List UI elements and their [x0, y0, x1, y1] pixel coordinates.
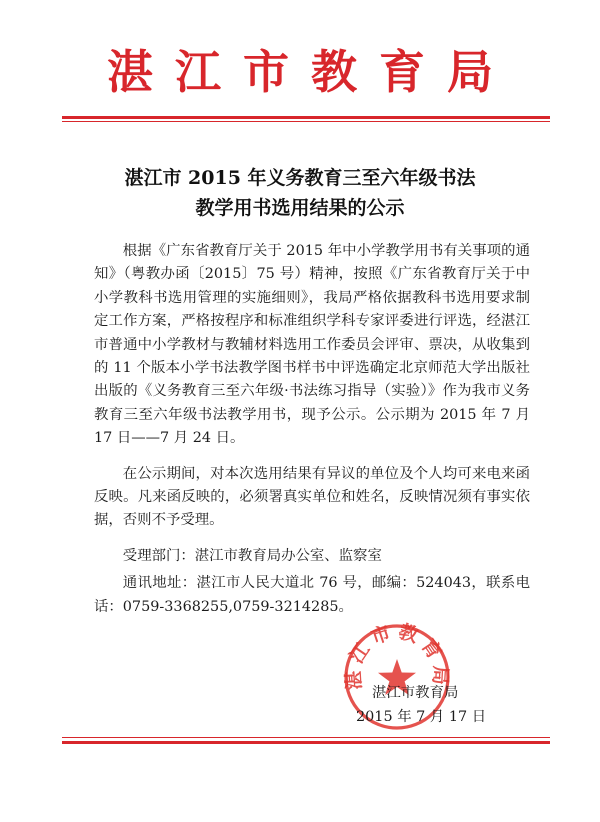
signature-date: 2015 年 7 月 17 日 [356, 709, 487, 725]
signature-organization: 湛江市教育局 [372, 685, 459, 701]
body-paragraph-objection: 在公示期间，对本次选用结果有异议的单位及个人均可来电来函反映。凡来函反映的，必须署真实单位和姓名，反映情况须有事实依据，否则不予受理。 [94, 465, 530, 529]
body-paragraph-department: 受理部门：湛江市教育局办公室、监察室 [122, 547, 382, 564]
footer-rule-thin [62, 737, 550, 738]
svg-text:湛江市教育局: 湛江市教育局 [342, 622, 452, 691]
body-paragraph-contact: 通讯地址：湛江市人民大道北 76 号，邮编：524043，联系电话：0759-3368255,0759-3214285。 [94, 575, 530, 615]
document-title-line1: 湛江市 2015 年义务教育三至六年级书法 [124, 167, 476, 189]
footer-rule-thick [62, 741, 550, 744]
letterhead-rule-thick [62, 116, 550, 119]
document-title-line2: 教学用书选用结果的公示 [195, 197, 405, 219]
letterhead-title: 湛江市教育局 [107, 45, 515, 99]
document-body [94, 240, 530, 619]
letterhead-rule-thin [62, 121, 550, 122]
body-paragraph-basis: 根据《广东省教育厅关于 2015 年中小学教学用书有关事项的通知》（粤教办函〔2015〕75 号）精神，按照《广东省教育厅关于中小学教科书选用管理的实施细则》，我局严格依据教科书选用要求制定工作方案，严格按程序和标准组织学科专家评委进行评选，经湛江市普通中小学教材与教辅材料选用工作委员会评审、票决，从收集到的 11 个版本小学书法教学图书样书中评选确定北京师范大学出版社出版的《义务教育三至六年级·书法练习指导（实验）》作为我市义务教育三至六年级书法教学用书，现予公示。公示期为 2015 年 7 月 17 日——7 月 24 日。 [94, 243, 530, 447]
